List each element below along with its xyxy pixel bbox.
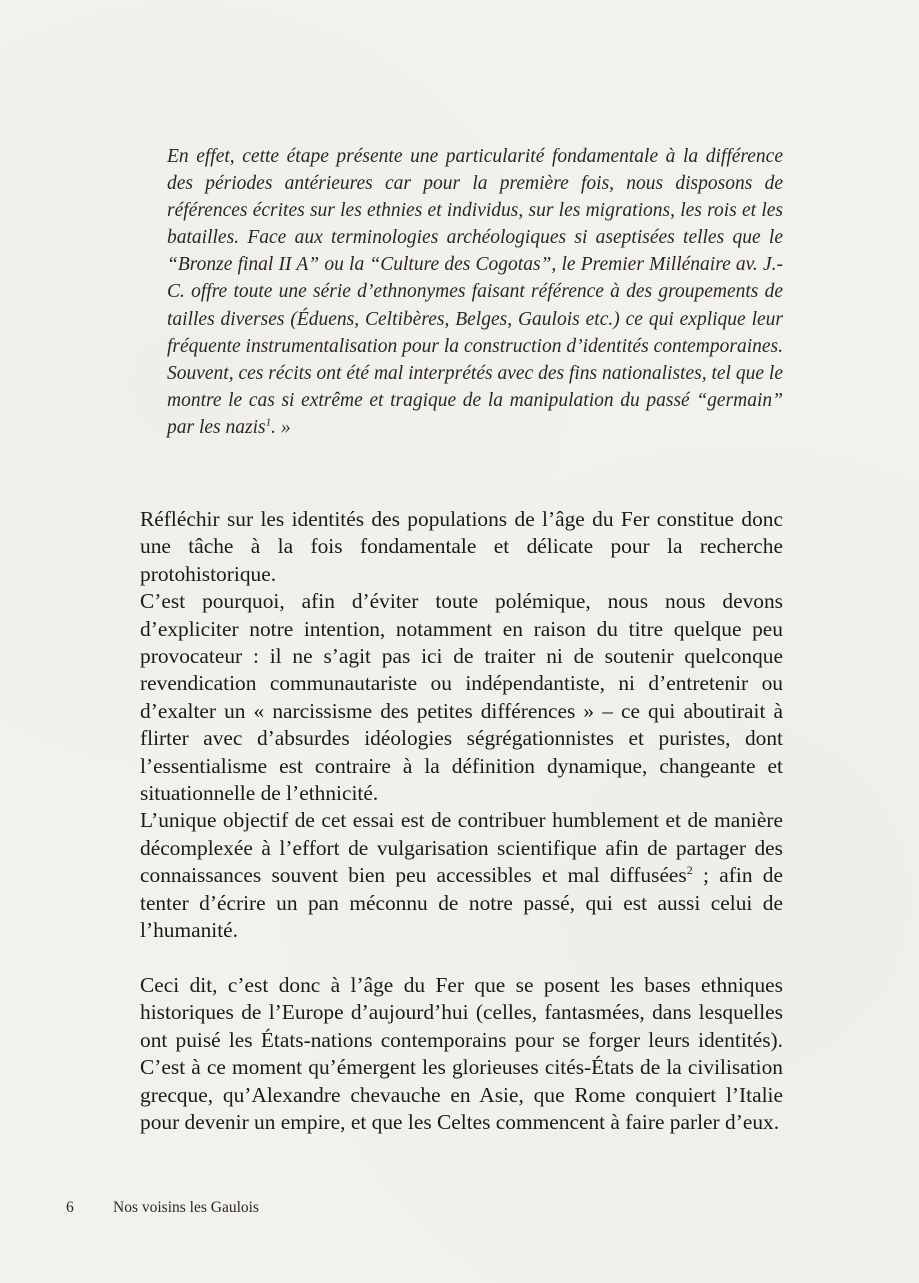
block-quote [167,143,783,441]
paragraph-4: Ceci dit, c’est donc à l’âge du Fer que se posent les bases ethniques historiques de l’Europe d’aujourd’hui (celles, fantasmées, dans lesquelles ont puisé les États-nations contemporains pour se forger leurs identités). C’est à ce moment qu’émergent les glorieuses cités-États de la civilisation grecque, qu’Alexandre chevauche en Asie, que Rome conquiert l’Italie pour devenir un empire, et que les Celtes commencent à faire parler d’eux. [140,972,783,1134]
quote-closing: . » [271,416,291,438]
page-number: 6 [66,1199,74,1216]
page-footer [66,1199,259,1217]
quote-text: En effet, cette étape présente une particularité fondamentale à la différence des périodes antérieures car pour la première fois, nous disposons de références écrites sur les ethnies et individus, sur les migrations, les rois et les batailles. Face aux terminologies archéologiques si aseptisées telles que le “Bronze final II A” ou la “Culture des Cogotas”, le Premier Millénaire av. J.-C. offre toute une série d’ethnonymes faisant référence à des groupements de tailles diverses (Éduens, Celtibères, Belges, Gaulois etc.) ce qui explique leur fréquente instrumentalisation pour la construction d’identités contemporaines. Souvent, ces récits ont été mal interprétés avec des fins nationalistes, tel que le montre le cas si extrême et tragique de la manipulation du passé “germain” par les nazis [167,146,783,438]
paragraph-3-start: L’unique objectif de cet essai est de contribuer humblement et de manière décomplexée à l’effort de vulgarisation scientifique afin de partager des connaissances souvent bien peu accessibles et mal diffusées [140,808,783,888]
paragraph-2: C’est pourquoi, afin d’éviter toute polémique, nous nous devons d’expliciter notre intention, notamment en raison du titre quelque peu provocateur : il ne s’agit pas ici de traiter ni de soutenir quelconque revendication communautariste ou indépendantiste, ni d’entretenir ou d’exalter un « narcissisme des petites différences » – ce qui aboutirait à flirter avec d’absurdes idéologies ségrégationnistes et puristes, dont l’essentialisme est contraire à la définition dynamique, changeante et situationnelle de l’ethnicité. [140,589,783,806]
running-title: Nos voisins les Gaulois [113,1199,259,1216]
paragraph-1: Réfléchir sur les identités des populations de l’âge du Fer constitue donc une tâche à la fois fondamentale et délicate pour la recherche protohistorique. [140,507,783,586]
paragraph-3 [140,807,783,944]
paragraph-3-end: ; afin de tenter d’écrire un pan méconnu de notre passé, qui est aussi celui de l’humanité. [140,863,783,943]
footnote-ref-1[interactable]: 1 [265,416,272,429]
body-text [140,506,783,1136]
footnote-ref-2[interactable]: 2 [686,863,693,878]
